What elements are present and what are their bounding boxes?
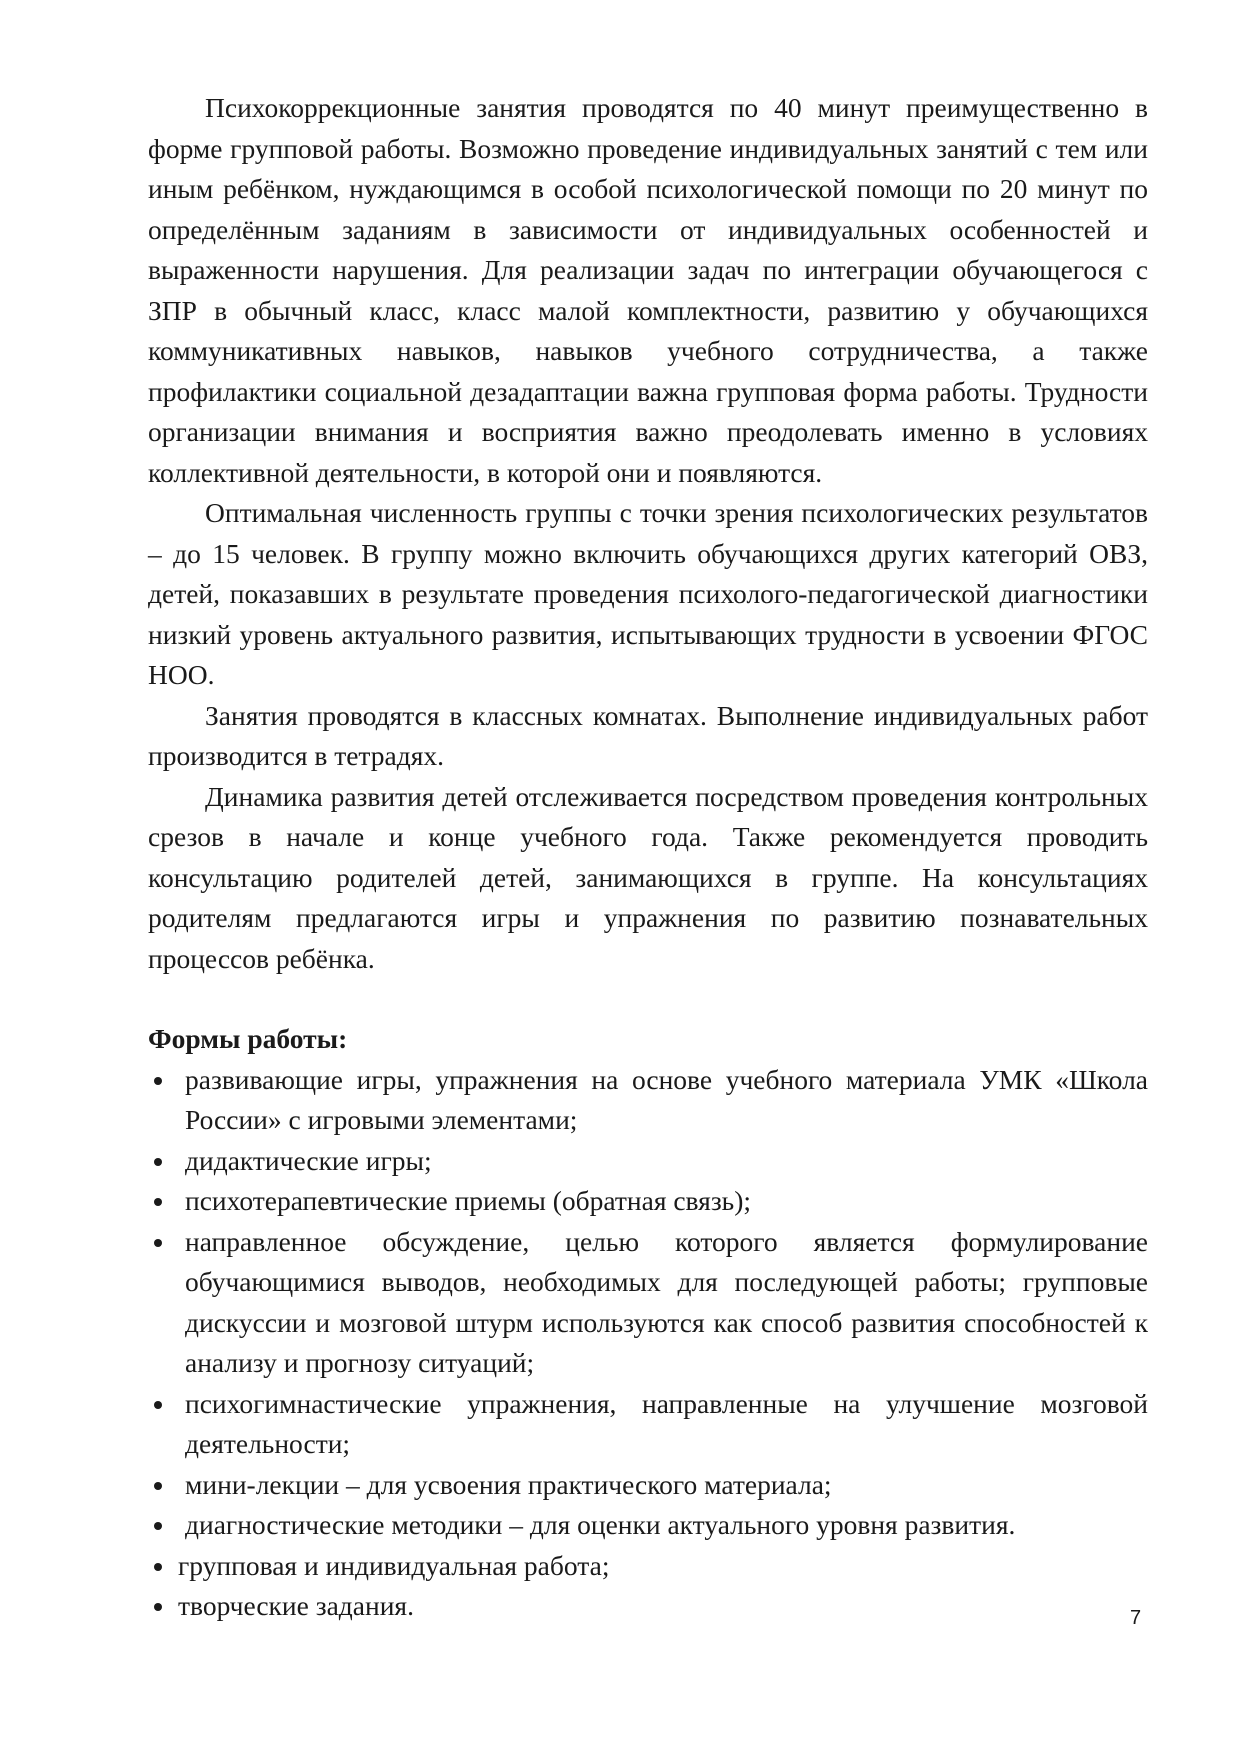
list-item-text: психотерапевтические приемы (обратная связь); [185, 1185, 752, 1216]
paragraph-psychocorrection-sessions: Психокоррекционные занятия проводятся по 40 минут преимущественно в форме групповой работы. Возможно проведение индивидуальных занятий с тем или иным ребёнком, нуждающимся в особой психологической помощи по 20 минут по определённым заданиям в зависимости от индивидуальных особенностей и выраженности нарушения. Для реализации задач по интеграции обучающегося с ЗПР в обычный класс, класс малой комплектности, развитию у обучающихся коммуникативных навыков, навыков учебного сотрудничества, а также профилактики социальной дезадаптации важна групповая форма работы. Трудности организации внимания и восприятия важно преодолевать именно в условиях коллективной деятельности, в которой они и появляются. [148, 92, 1148, 488]
list-item-text: групповая и индивидуальная работа; [178, 1549, 610, 1581]
list-item [148, 1181, 1148, 1222]
list-item [148, 1141, 1148, 1182]
page-number: 7 [1130, 1607, 1142, 1629]
list-item-text: дидактические игры; [185, 1144, 432, 1176]
bullet-icon [154, 1522, 162, 1530]
list-item [148, 1505, 1148, 1546]
list-item-text: творческие задания. [178, 1590, 414, 1621]
bullet-icon [154, 1077, 162, 1085]
list-item [148, 1586, 1148, 1627]
list-item-text: мини-лекции – для усвоения практического материала; [185, 1468, 832, 1500]
bullet-icon [154, 1482, 162, 1490]
list-item [148, 1384, 1148, 1465]
list-item [148, 1060, 1148, 1141]
list-item [148, 1465, 1148, 1506]
paragraph-development-dynamics: Динамика развития детей отслеживается посредством проведения контрольных срезов в начале и конце учебного года. Также рекомендуется проводить консультацию родителей детей, занимающихся в группе. На консультациях родителям предлагаются игры и упражнения по развитию познавательных процессов ребёнка. [148, 780, 1148, 974]
bullet-icon [154, 1239, 162, 1247]
list-item-text: развивающие игры, упражнения на основе учебного материала УМК «Школа России» с игровыми элементами; [185, 1063, 1148, 1135]
bullet-icon [154, 1563, 162, 1571]
list-item-text: направленное обсуждение, целью которого является формулирование обучающимися выводов, необходимых для последующей работы; групповые дискуссии и мозговой штурм используются как способ развития способностей к анализу и прогнозу ситуаций; [185, 1225, 1148, 1378]
bullet-icon [154, 1198, 162, 1206]
list-item [148, 1546, 1148, 1587]
list-item [148, 1222, 1148, 1384]
forms-heading: Формы работы: [148, 1023, 348, 1054]
bullet-icon [154, 1603, 162, 1611]
forms-list [148, 1060, 1148, 1627]
paragraph-classrooms: Занятия проводятся в классных комнатах. Выполнение индивидуальных работ производится в тетрадях. [148, 699, 1148, 771]
list-item-text: диагностические методики – для оценки актуального уровня развития. [185, 1509, 1016, 1540]
document-page [148, 88, 1148, 1627]
bullet-icon [154, 1158, 162, 1166]
bullet-icon [154, 1401, 162, 1409]
list-item-text: психогимнастические упражнения, направленные на улучшение мозговой деятельности; [185, 1387, 1148, 1459]
paragraph-group-size: Оптимальная численность группы с точки зрения психологических результатов – до 15 человек. В группу можно включить обучающихся других категорий ОВЗ, детей, показавших в результате проведения психолого-педагогической диагностики низкий уровень актуального развития, испытывающих трудности в усвоении ФГОС НОО. [148, 497, 1148, 690]
section-spacer [148, 979, 1148, 1019]
